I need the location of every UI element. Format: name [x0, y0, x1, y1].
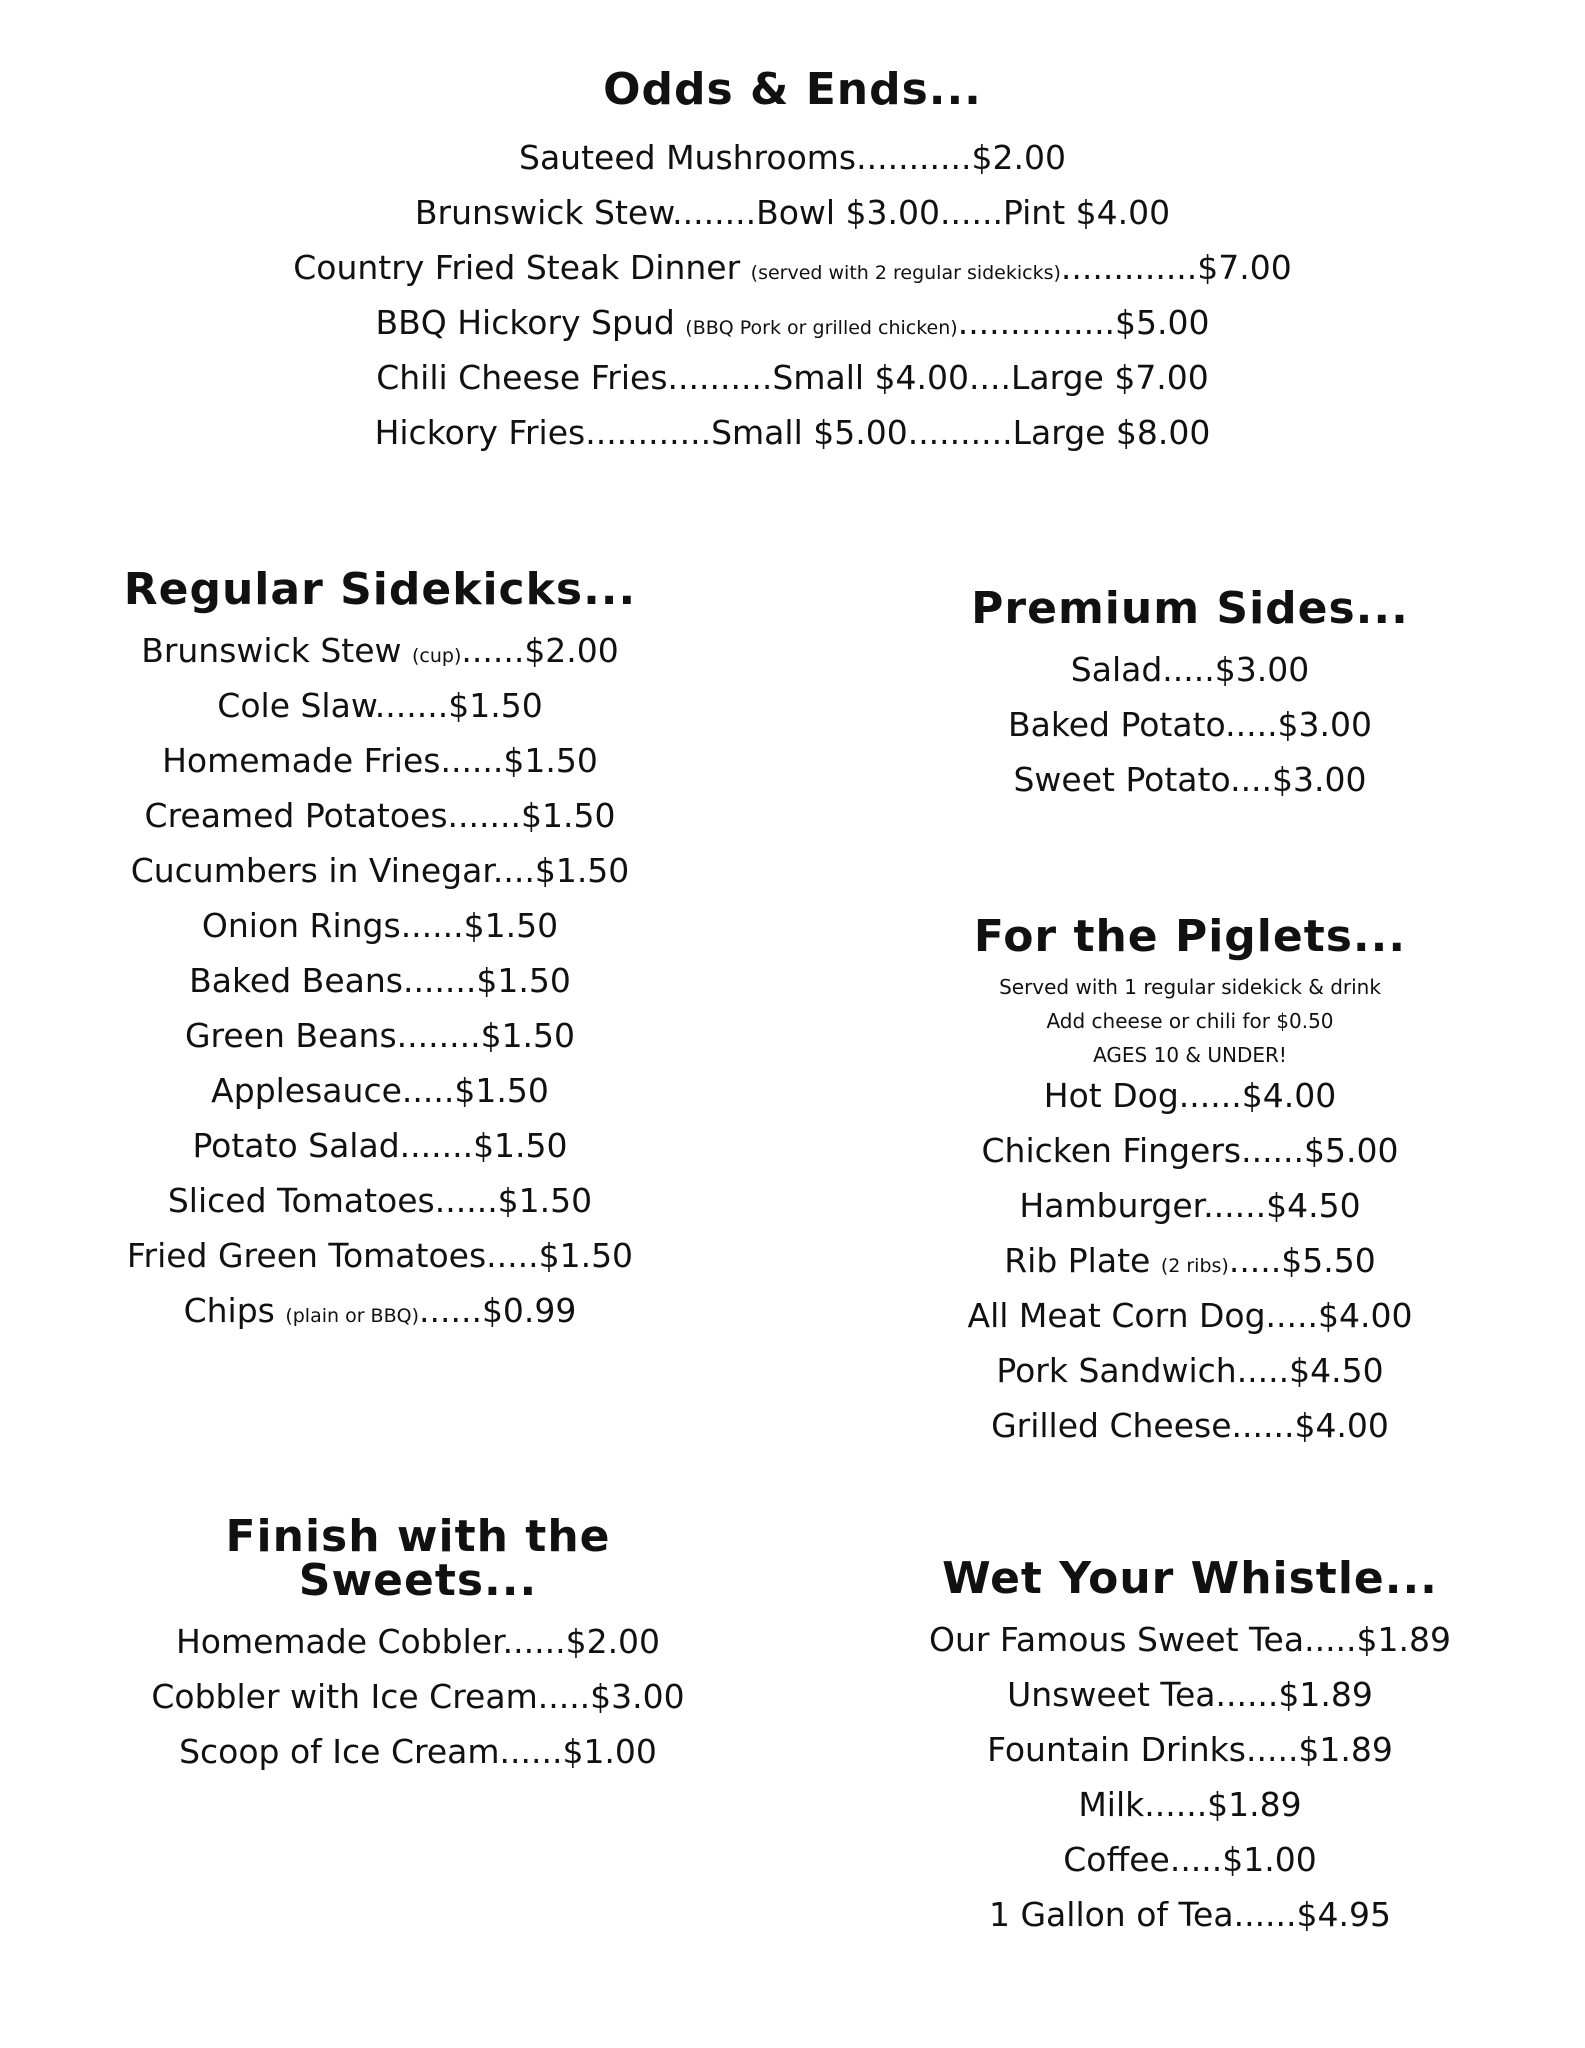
item-text: Chips [183, 1291, 286, 1330]
menu-item [880, 1620, 1500, 1659]
item-text: Grilled Cheese......$4.00 [991, 1406, 1389, 1445]
menu-item [80, 741, 680, 780]
menu-item [80, 1071, 680, 1110]
section-note: Add cheese or chili for $0.50 [1046, 1009, 1334, 1033]
item-text: Homemade Fries......$1.50 [162, 741, 598, 780]
menu-item [890, 1351, 1490, 1390]
item-text: Creamed Potatoes.......$1.50 [144, 796, 616, 835]
item-text: Country Fried Steak Dinner [293, 248, 751, 287]
section-title: Premium Sides... [971, 583, 1409, 634]
menu-item [80, 631, 680, 670]
item-price: ......$0.99 [419, 1291, 577, 1330]
item-text: Hamburger......$4.50 [1019, 1186, 1361, 1225]
item-text: Pork Sandwich.....$4.50 [996, 1351, 1384, 1390]
item-note: (2 ribs) [1160, 1255, 1229, 1277]
item-text: Scoop of Ice Cream......$1.00 [179, 1732, 657, 1771]
menu-item [880, 1730, 1500, 1769]
menu-item [80, 851, 680, 890]
item-text: Brunswick Stew [141, 631, 412, 670]
menu-item [890, 1241, 1490, 1280]
menu-item [890, 1296, 1490, 1335]
menu-item [0, 138, 1585, 177]
item-note: (served with 2 regular sidekicks) [750, 262, 1061, 284]
item-text: Cole Slaw.......$1.50 [217, 686, 543, 725]
section-note: Served with 1 regular sidekick & drink [999, 975, 1381, 999]
menu-item [80, 1126, 680, 1165]
menu-item [80, 1016, 680, 1055]
item-text: Sliced Tomatoes......$1.50 [167, 1181, 593, 1220]
item-text: Hot Dog......$4.00 [1043, 1076, 1337, 1115]
menu-item [80, 686, 680, 725]
item-text: Homemade Cobbler......$2.00 [175, 1622, 661, 1661]
item-text: Cobbler with Ice Cream.....$3.00 [151, 1677, 685, 1716]
menu-item [80, 796, 680, 835]
menu-item [0, 413, 1585, 452]
menu-item [0, 193, 1585, 232]
item-price: ...............$5.00 [957, 303, 1210, 342]
item-text: Cucumbers in Vinegar....$1.50 [130, 851, 630, 890]
item-price: .............$7.00 [1060, 248, 1292, 287]
menu-item [880, 1675, 1500, 1714]
item-text: Fountain Drinks.....$1.89 [987, 1730, 1393, 1769]
item-text: Milk......$1.89 [1078, 1785, 1302, 1824]
item-text: Rib Plate [1004, 1241, 1161, 1280]
menu-item [890, 1406, 1490, 1445]
menu-item [890, 760, 1490, 799]
item-text: Sauteed Mushrooms...........$2.00 [519, 138, 1066, 177]
menu-item [80, 1291, 680, 1330]
item-text: Sweet Potato....$3.00 [1013, 760, 1367, 799]
menu-item [880, 1840, 1500, 1879]
section-note: AGES 10 & UNDER! [1093, 1043, 1287, 1067]
item-text: Hickory Fries............Small $5.00..........Large $8.00 [374, 413, 1211, 452]
item-text: Our Famous Sweet Tea.....$1.89 [928, 1620, 1452, 1659]
menu-item [890, 1131, 1490, 1170]
menu-item [880, 1785, 1500, 1824]
item-text: Coffee.....$1.00 [1063, 1840, 1317, 1879]
menu-item [0, 303, 1585, 342]
menu-item [880, 1895, 1500, 1934]
regular-sidekicks-section [80, 564, 680, 1349]
menu-item [890, 705, 1490, 744]
item-text: 1 Gallon of Tea......$4.95 [989, 1895, 1391, 1934]
item-text: Applesauce.....$1.50 [211, 1071, 549, 1110]
item-text: Salad.....$3.00 [1070, 650, 1310, 689]
item-text: Potato Salad.......$1.50 [192, 1126, 568, 1165]
menu-item [118, 1622, 718, 1661]
item-note: (plain or BBQ) [285, 1305, 419, 1327]
menu-item [890, 1186, 1490, 1225]
item-text: Onion Rings......$1.50 [201, 906, 559, 945]
item-text: Chili Cheese Fries..........Small $4.00....Large $7.00 [376, 358, 1209, 397]
item-text: Chicken Fingers......$5.00 [981, 1131, 1399, 1170]
section-title: Regular Sidekicks... [123, 564, 637, 615]
item-text: Baked Potato.....$3.00 [1007, 705, 1373, 744]
item-price: ......$2.00 [461, 631, 619, 670]
menu-item [80, 961, 680, 1000]
item-text: All Meat Corn Dog.....$4.00 [967, 1296, 1413, 1335]
item-text: Baked Beans.......$1.50 [189, 961, 571, 1000]
piglets-notes [890, 977, 1490, 1065]
menu-item [118, 1732, 718, 1771]
item-note: (cup) [412, 645, 462, 667]
item-text: Brunswick Stew........Bowl $3.00......Pint $4.00 [414, 193, 1171, 232]
section-title: Wet Your Whistle... [942, 1553, 1438, 1604]
item-text: BBQ Hickory Spud [375, 303, 686, 342]
sweets-section [118, 1511, 718, 1790]
menu-item [890, 1076, 1490, 1115]
section-title: Odds & Ends... [603, 64, 982, 115]
item-text: Unsweet Tea......$1.89 [1007, 1675, 1373, 1714]
menu-item [80, 1181, 680, 1220]
menu-item [0, 358, 1585, 397]
odds-and-ends-section [0, 64, 1585, 471]
menu-item [80, 1236, 680, 1275]
menu-item [80, 906, 680, 945]
item-note: (BBQ Pork or grilled chicken) [685, 317, 958, 339]
drinks-section [880, 1553, 1500, 1953]
piglets-section [890, 911, 1490, 1464]
item-text: Green Beans........$1.50 [184, 1016, 576, 1055]
section-title: For the Piglets... [973, 911, 1407, 962]
menu-item [118, 1677, 718, 1716]
item-text: Fried Green Tomatoes.....$1.50 [126, 1236, 634, 1275]
section-title: Finish with the Sweets... [225, 1511, 611, 1606]
menu-item [890, 650, 1490, 689]
item-price: .....$5.50 [1228, 1241, 1376, 1280]
menu-item [0, 248, 1585, 287]
premium-sides-section [890, 583, 1490, 818]
